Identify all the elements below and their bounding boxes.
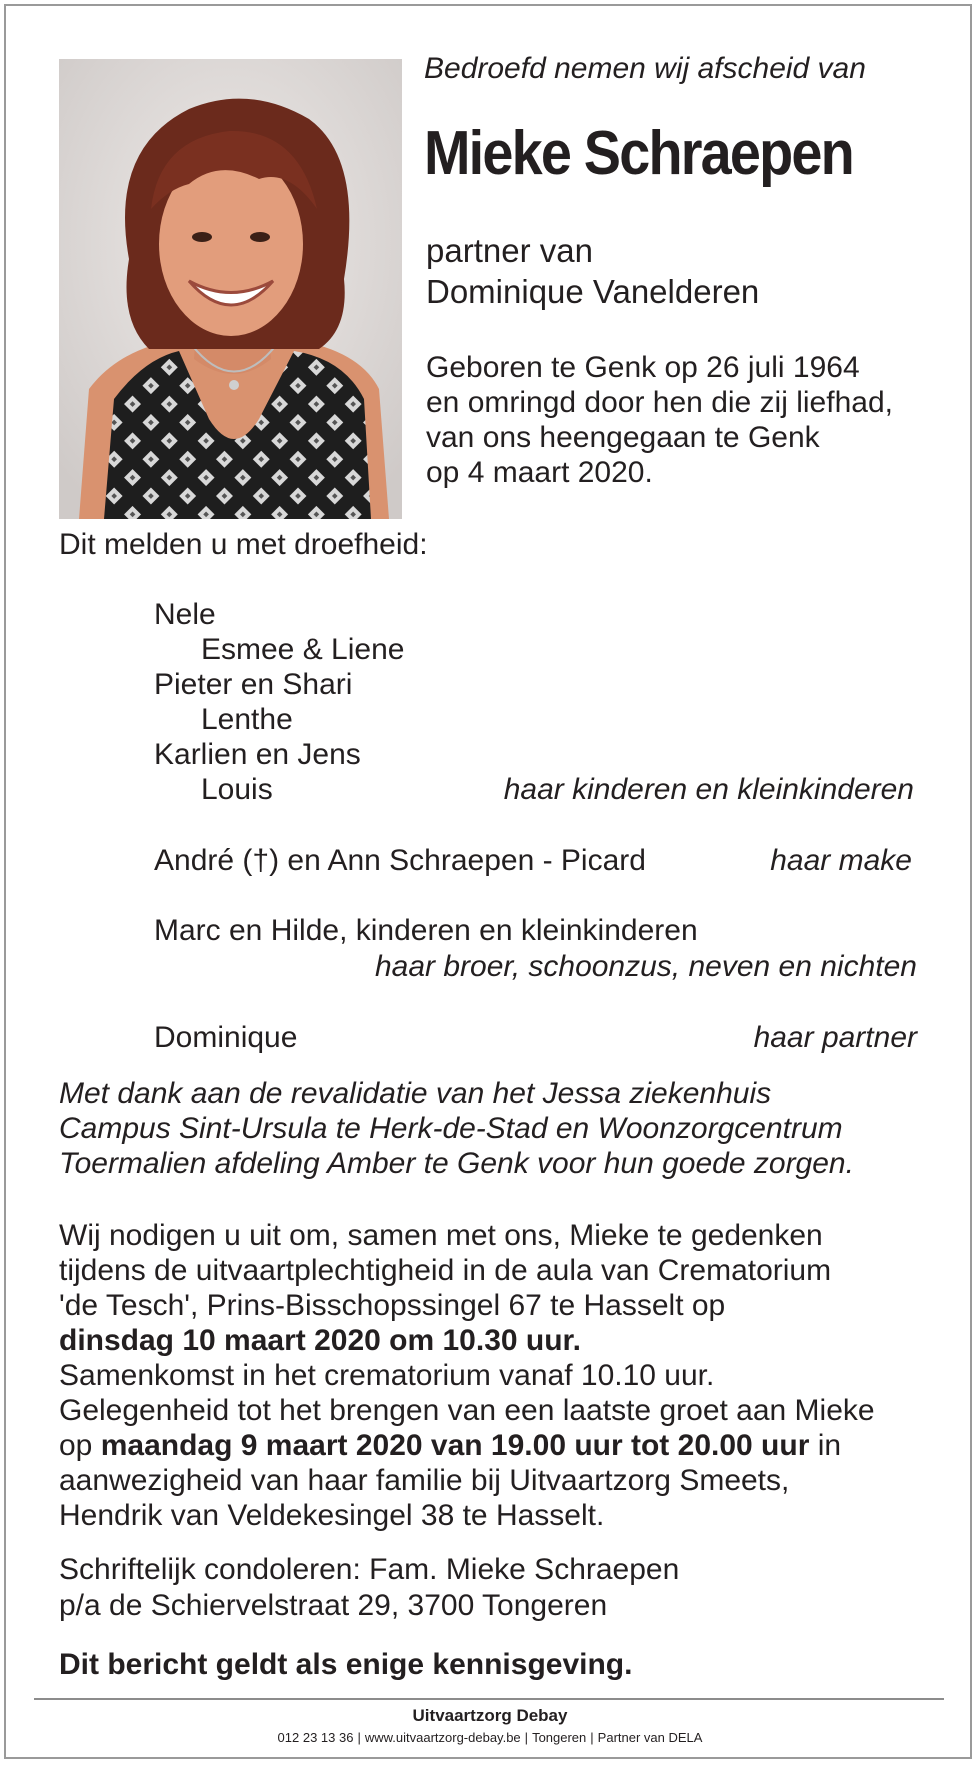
text-line: en omringd door hen die zij liefhad, — [426, 386, 893, 419]
text-line: Hendrik van Veldekesingel 38 te Hasselt. — [59, 1499, 605, 1532]
funeral-home-name: Uitvaartzorg Debay — [412, 1706, 568, 1725]
condolence-address — [59, 1552, 679, 1624]
partner-block — [426, 230, 759, 312]
funeral-home-info — [0, 1730, 980, 1745]
relation-label: haar partner — [753, 1021, 917, 1054]
family-member: Lenthe — [201, 703, 293, 736]
phone-number: 012 23 13 36 — [277, 1730, 354, 1745]
relation-label: haar broer, schoonzus, neven en nichten — [374, 950, 917, 983]
text-line: p/a de Schiervelstraat 29, 3700 Tongeren — [59, 1589, 608, 1622]
family-member: Louis — [201, 773, 273, 806]
text-line: 'de Tesch', Prins-Bisschopssingel 67 te Hasselt op — [59, 1289, 726, 1322]
partner-name: Dominique Vanelderen — [426, 273, 760, 310]
website-link[interactable]: www.uitvaartzorg-debay.be — [364, 1730, 521, 1745]
footer-divider — [34, 1698, 944, 1700]
relation-label: haar make — [770, 844, 912, 877]
visitation-date: maandag 9 maart 2020 van 19.00 uur tot 20.00 uur — [100, 1429, 810, 1462]
text-line: van ons heengegaan te Genk — [426, 421, 820, 454]
family-member: Marc en Hilde, kinderen en kleinkinderen — [154, 914, 698, 947]
text-line: Campus Sint-Ursula te Herk-de-Stad en Woonzorgcentrum — [59, 1112, 843, 1145]
family-member: Dominique — [154, 1021, 298, 1054]
text-line: Schriftelijk condoleren: Fam. Mieke Schraepen — [59, 1553, 680, 1586]
text-line: tijdens de uitvaartplechtigheid in de aula van Crematorium — [59, 1254, 832, 1287]
text-line: Toermalien afdeling Amber te Genk voor hun goede zorgen. — [59, 1147, 854, 1180]
family-member: Karlien en Jens — [154, 738, 361, 771]
portrait-image — [59, 59, 402, 519]
ceremony-invitation — [59, 1218, 875, 1533]
text-line: Met dank aan de revalidatie van het Jessa ziekenhuis — [59, 1077, 772, 1110]
dela-partner: Partner van DELA — [597, 1730, 703, 1745]
separator: | — [524, 1730, 529, 1745]
announcement-line: Dit melden u met droefheid: — [59, 528, 428, 561]
text-line: Gelegenheid tot het brengen van een laatste groet aan Mieke — [59, 1394, 875, 1427]
ceremony-date: dinsdag 10 maart 2020 om 10.30 uur. — [59, 1324, 581, 1357]
city: Tongeren — [532, 1730, 587, 1745]
notice-line: Dit bericht geldt als enige kennisgeving. — [59, 1648, 633, 1681]
portrait-photo — [59, 59, 402, 519]
text-line: Samenkomst in het crematorium vanaf 10.10 uur. — [59, 1359, 715, 1392]
intro-line: Bedroefd nemen wij afscheid van — [424, 52, 866, 85]
text-line: Geboren te Genk op 26 juli 1964 — [426, 351, 860, 384]
text-fragment: op — [59, 1429, 101, 1462]
text-line: op 4 maart 2020. — [426, 456, 653, 489]
birth-death-text — [426, 350, 893, 490]
family-member: Pieter en Shari — [154, 668, 353, 701]
text-line: aanwezigheid van haar familie bij Uitvaartzorg Smeets, — [59, 1464, 790, 1497]
deceased-name: Mieke Schraepen — [424, 119, 853, 188]
partner-label: partner van — [426, 232, 593, 269]
family-member: Esmee & Liene — [201, 633, 405, 666]
separator: | — [590, 1730, 594, 1745]
thanks-text — [59, 1076, 854, 1181]
separator: | — [357, 1730, 361, 1745]
family-member: Nele — [154, 598, 216, 631]
family-member: André (†) en Ann Schraepen - Picard — [154, 844, 646, 877]
text-fragment: in — [809, 1429, 842, 1462]
text-line: Wij nodigen u uit om, samen met ons, Mieke te gedenken — [59, 1219, 823, 1252]
relation-label: haar kinderen en kleinkinderen — [503, 773, 914, 806]
